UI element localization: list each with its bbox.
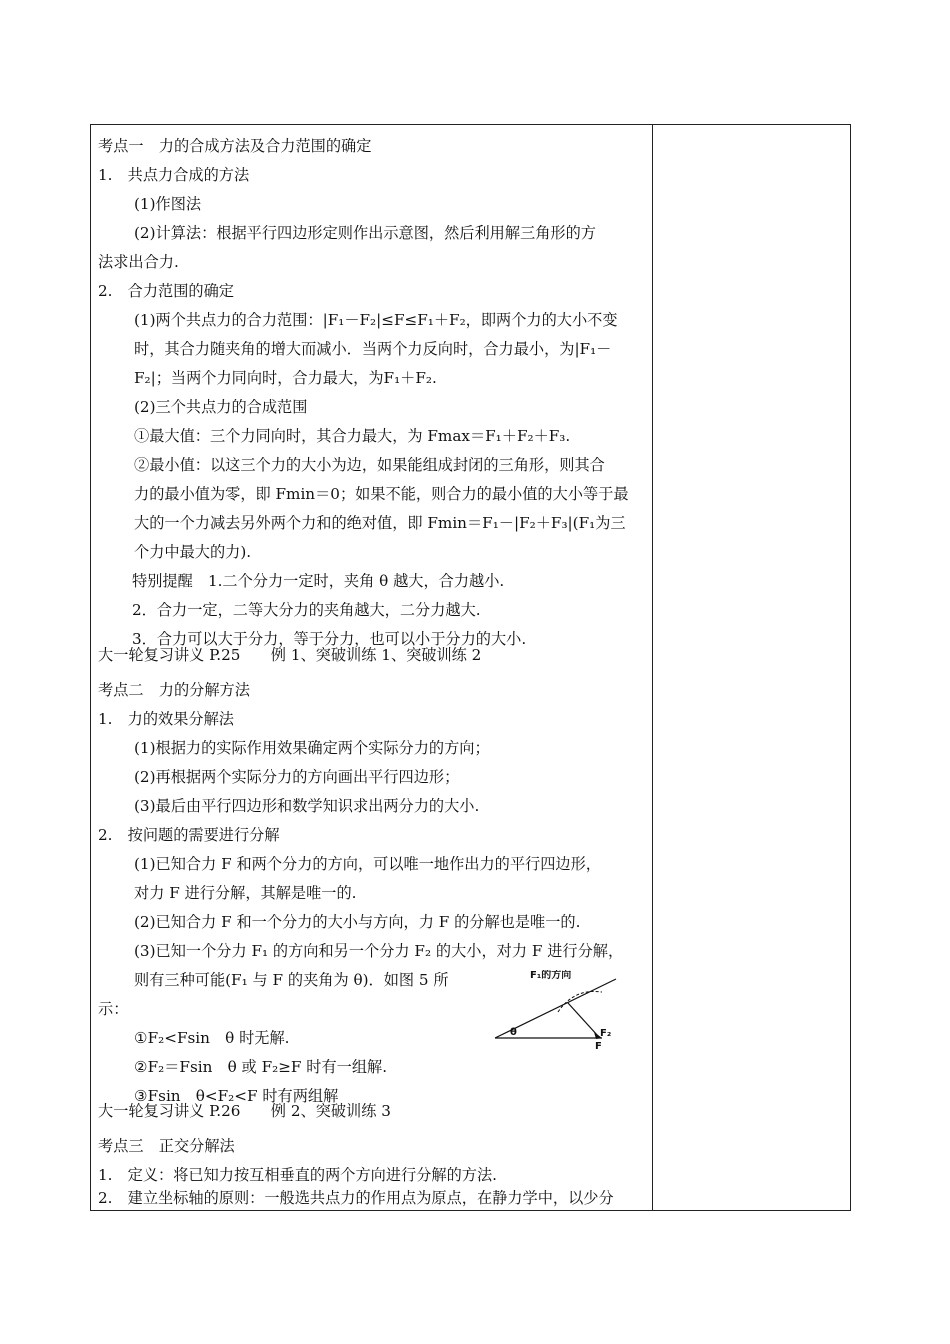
section1-text: 法求出合力. <box>98 253 179 271</box>
f2-line <box>568 1003 598 1036</box>
section1-text: (1)作图法 <box>134 195 202 213</box>
dashed-arc <box>558 991 602 1012</box>
section2-text: (3)已知一个分力 F₁ 的方向和另一个分力 F₂ 的大小，对力 F 进行分解， <box>134 942 624 960</box>
theta-label: θ <box>510 1027 517 1038</box>
section2-text: (2)再根据两个实际分力的方向画出平行四边形； <box>134 768 460 786</box>
section2-text: ②F₂＝Fsin θ 或 F₂≥F 时有一组解. <box>134 1058 388 1076</box>
section1-text: ②最小值：以这三个力的大小为边，如果能组成封闭的三角形，则其合 <box>134 456 605 474</box>
section1-text: 力的最小值为零，即 Fmin＝0；如果不能，则合力的最小值的大小等于最 <box>134 485 629 503</box>
section1-heading: 考点一 力的合成方法及合力范围的确定 <box>98 137 372 155</box>
section2-text: (1)已知合力 F 和两个分力的方向，可以唯一地作出力的平行四边形， <box>134 855 601 873</box>
section1-text: 3．合力可以大于分力，等于分力，也可以小于分力的大小. <box>132 630 527 648</box>
section2-text: (1)根据力的实际作用效果确定两个实际分力的方向； <box>134 739 490 757</box>
section1-item-1: 1. 共点力合成的方法 <box>98 166 250 184</box>
section1-text: F₂|；当两个力同向时，合力最大，为F₁＋F₂. <box>134 369 437 387</box>
section2-text: ①F₂<Fsin θ 时无解. <box>134 1029 290 1047</box>
section1-text: 大的一个力减去另外两个力和的绝对值，即 Fmin＝F₁－|F₂＋F₃|(F₁为三 <box>134 514 626 532</box>
f2-label: F₂ <box>600 1028 612 1039</box>
section3-item-2: 2. 建立坐标轴的原则：一般选共点力的作用点为原点，在静力学中，以少分 <box>98 1189 614 1207</box>
section3-item-1: 1. 定义：将已知力按互相垂直的两个方向进行分解的方法. <box>98 1166 498 1184</box>
section1-reference: 大一轮复习讲义 P.25 例 1、突破训练 1、突破训练 2 <box>98 646 482 664</box>
section1-text: 2．合力一定，二等大分力的夹角越大，二分力越大. <box>132 601 481 619</box>
f-label: F <box>595 1041 602 1050</box>
section1-text: (1)两个共点力的合力范围：|F₁－F₂|≤F≤F₁＋F₂，即两个力的大小不变 <box>134 311 618 329</box>
force-decomposition-figure <box>490 970 630 1050</box>
section3-heading: 考点三 正交分解法 <box>98 1137 235 1155</box>
section2-text: 对力 F 进行分解，其解是唯一的. <box>134 884 357 902</box>
section1-text: (2)三个共点力的合成范围 <box>134 398 308 416</box>
f1-direction-label: F₁的方向 <box>530 970 572 981</box>
section2-item-2: 2. 按问题的需要进行分解 <box>98 826 280 844</box>
section2-text: ③Fsin θ<F₂<F 时有两组解 <box>134 1087 339 1105</box>
section1-text: 个力中最大的力). <box>134 543 252 561</box>
column-divider <box>652 124 653 1211</box>
section2-item-1: 1. 力的效果分解法 <box>98 710 234 728</box>
section1-text: 特别提醒 1.二个分力一定时，夹角 θ 越大，合力越小. <box>132 572 505 590</box>
section2-text: 则有三种可能(F₁ 与 F 的夹角为 θ)．如图 5 所 <box>134 971 449 989</box>
section1-text: ①最大值：三个力同向时，其合力最大，为 Fmax＝F₁＋F₂＋F₃. <box>134 427 571 445</box>
section2-reference: 大一轮复习讲义 P.26 例 2、突破训练 3 <box>98 1102 391 1120</box>
section2-text: 示： <box>98 1000 129 1018</box>
section2-text: (3)最后由平行四边形和数学知识求出两分力的大小. <box>134 797 480 815</box>
section1-text: (2)计算法：根据平行四边形定则作出示意图，然后利用解三角形的方 <box>134 224 596 242</box>
section1-text: 时，其合力随夹角的增大而减小．当两个力反向时，合力最小，为|F₁－ <box>134 340 612 358</box>
section2-text: (2)已知合力 F 和一个分力的大小与方向，力 F 的分解也是唯一的. <box>134 913 581 931</box>
section2-heading: 考点二 力的分解方法 <box>98 681 250 699</box>
section1-item-2: 2. 合力范围的确定 <box>98 282 234 300</box>
